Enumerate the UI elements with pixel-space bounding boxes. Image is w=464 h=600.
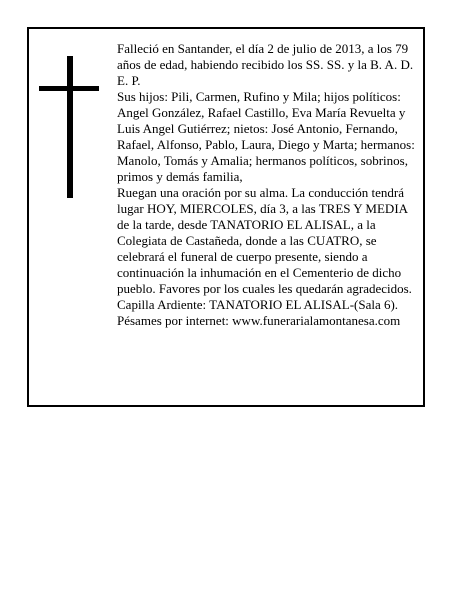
condolences-website: Pésames por internet: www.funerarialamontanesa.com — [117, 313, 401, 328]
funeral-details: Ruegan una oración por su alma. La conducción tendrá lugar HOY, MIERCOLES, día 3, a las TRES Y MEDIA de la tarde, desde TANATORIO EL ALISAL, a la Colegiata de Castañeda, donde a las CUATRO, se celebrará el funeral de cuerpo presente, siendo a continuación la inhumación en el Cementerio de dicho pueblo. Favores por los cuales les quedarán agradecidos. Capilla Ardiente: TANATORIO EL ALISAL-(Sala 6). — [117, 185, 412, 312]
obituary-notice — [27, 27, 425, 407]
cross-icon — [39, 56, 99, 198]
notice-text — [117, 41, 419, 329]
cross-horizontal-bar — [39, 86, 99, 91]
family-list: Sus hijos: Pili, Carmen, Rufino y Mila; hijos políticos: Angel González, Rafael Castillo, Eva María Revuelta y Luis Angel Gutiérrez; nietos: José Antonio, Fernando, Rafael, Alfonso, Pablo, Laura, Diego y Marta; hermanos: Manolo, Tomás y Amalia; hermanos políticos, sobrinos, primos y demás familia, — [117, 89, 415, 184]
cross-vertical-bar — [67, 56, 73, 198]
death-announcement: Falleció en Santander, el día 2 de julio de 2013, a los 79 años de edad, habiendo recibido los SS. SS. y la B. A. D. E. P. — [117, 41, 414, 88]
